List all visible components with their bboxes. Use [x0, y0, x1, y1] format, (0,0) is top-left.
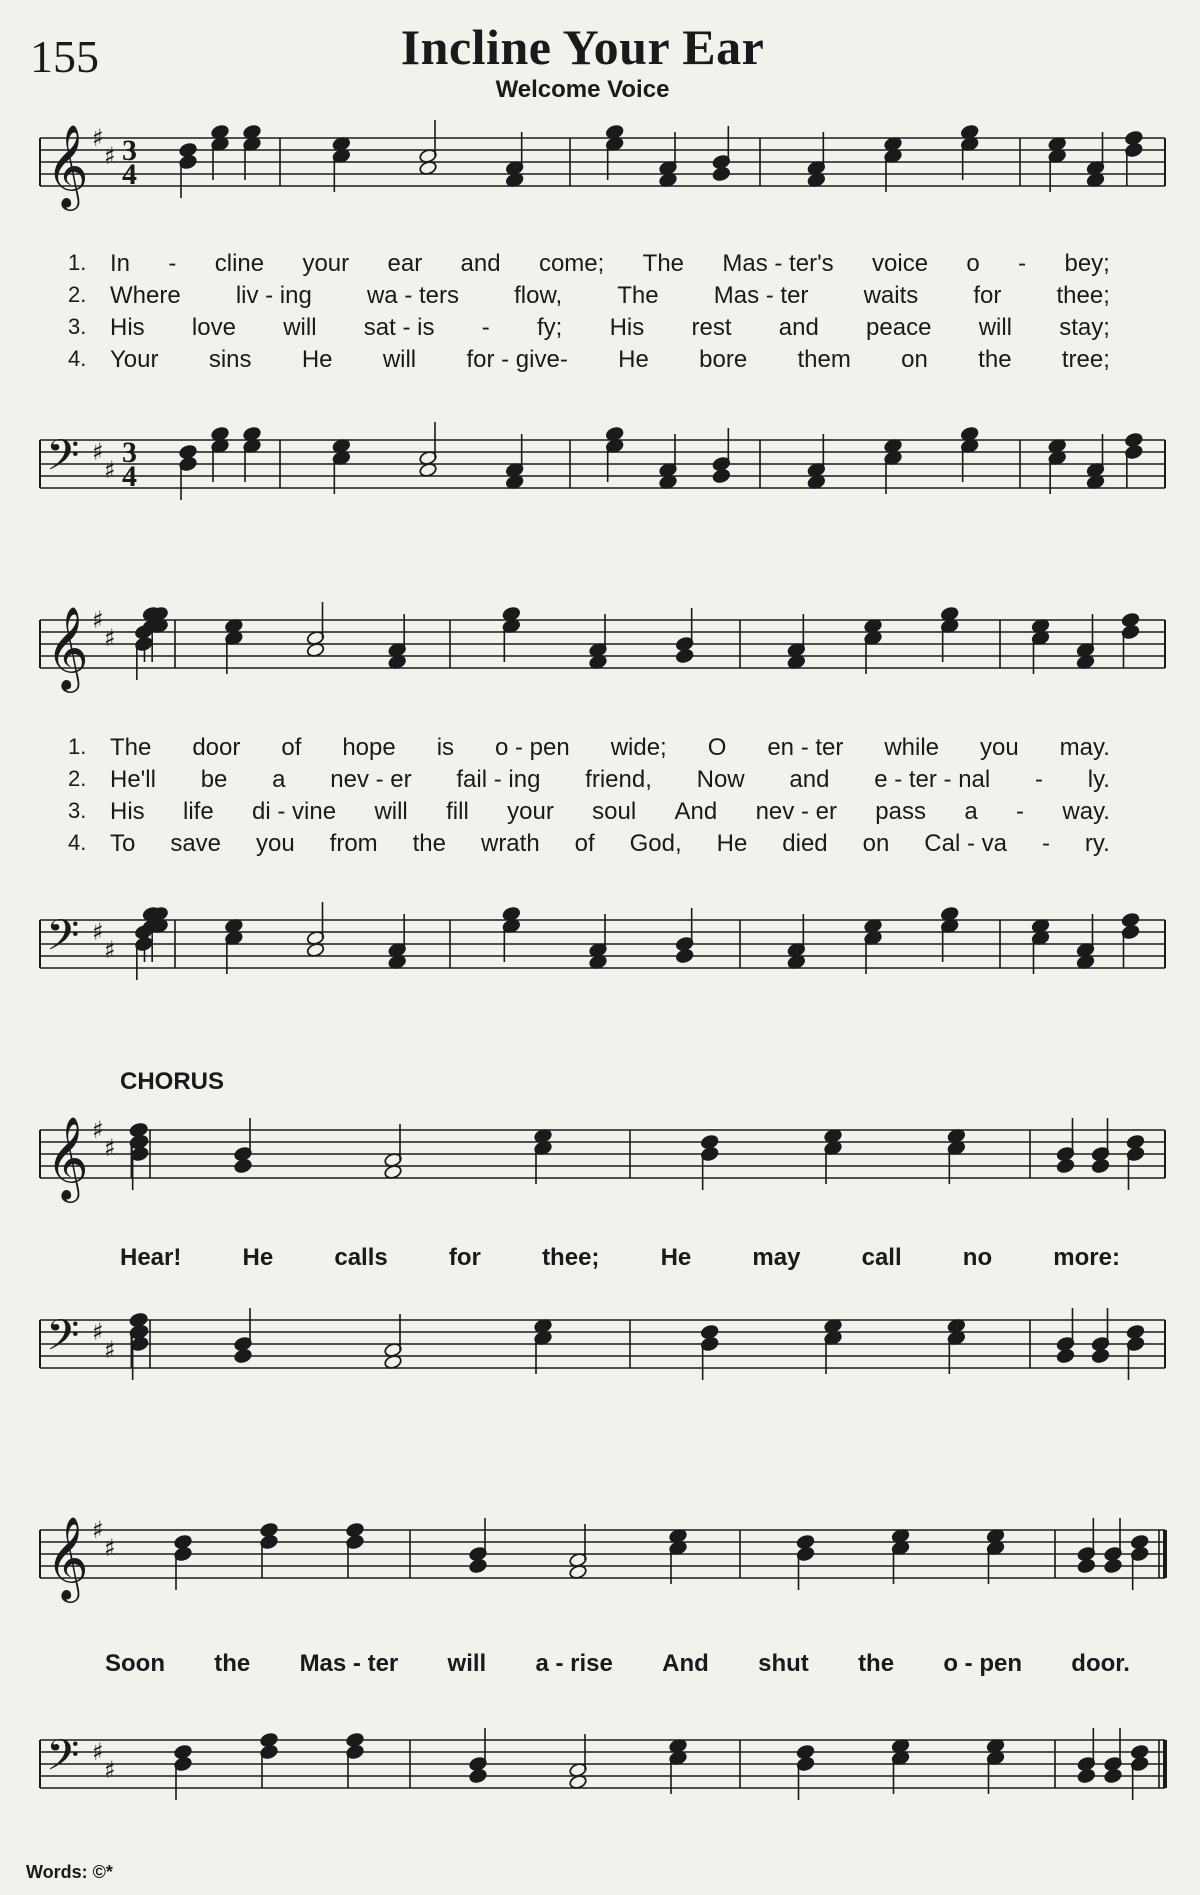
sharp-icon: ♯	[92, 918, 104, 946]
part2-verse-2	[0, 766, 1200, 796]
notehead	[234, 1158, 253, 1174]
chorus-syllable: a - rise	[535, 1650, 613, 1677]
chorus-syllable: will	[447, 1650, 487, 1677]
system1-bass-staff	[0, 420, 1200, 530]
time-signature-bottom: 4	[122, 158, 137, 191]
system2-treble-staff	[0, 600, 1200, 710]
system3-bass-staff	[0, 1300, 1200, 1410]
lyric-syllable: friend,	[585, 766, 652, 793]
verse-number: 4.	[68, 346, 87, 371]
lyric-syllable: o - pen	[495, 734, 570, 761]
notehead	[1104, 1558, 1123, 1574]
lyric-syllable: wide;	[610, 734, 667, 761]
sharp-icon: ♯	[104, 1134, 116, 1162]
bass-staff-graphic	[0, 900, 1200, 1010]
lyric-syllable: He	[618, 346, 649, 373]
notehead	[1056, 1158, 1075, 1174]
sharp-icon: ♯	[104, 1336, 116, 1364]
lyric-syllable: a	[272, 766, 286, 793]
part1-verse-4	[0, 346, 1200, 376]
notehead	[1091, 1348, 1110, 1364]
chorus-syllable: shut	[758, 1650, 809, 1677]
chorus-syllable: thee;	[542, 1244, 600, 1271]
lyric-syllable: door	[192, 734, 241, 761]
verse-number: 2.	[68, 282, 87, 307]
chorus-line-2	[105, 1650, 1130, 1682]
treble-clef-icon: 𝄞	[46, 123, 89, 207]
notehead	[675, 648, 694, 664]
lyric-syllable: waits	[863, 282, 919, 309]
notehead	[469, 1558, 488, 1574]
notehead	[1104, 1768, 1123, 1784]
lyric-syllable: them	[797, 346, 851, 373]
lyric-syllable: Now	[696, 766, 745, 793]
lyric-syllable: thee;	[1056, 282, 1110, 309]
chorus-syllable: call	[861, 1244, 902, 1271]
lyric-syllable: peace	[866, 314, 932, 341]
lyric-syllable: will	[382, 346, 417, 373]
words-credit: Words: ©*	[26, 1862, 113, 1882]
lyric-syllable: O	[707, 734, 727, 761]
bass-clef-icon: 𝄢	[46, 1311, 80, 1371]
sharp-icon: ♯	[104, 936, 116, 964]
lyric-syllable: Mas - ter's	[722, 250, 834, 277]
chorus-syllable: door.	[1071, 1650, 1130, 1677]
lyric-syllable: will	[374, 798, 408, 825]
notehead	[712, 468, 731, 484]
lyric-syllable: stay;	[1059, 314, 1110, 341]
lyric-syllable: of	[281, 734, 302, 761]
lyric-syllable: hope	[342, 734, 396, 761]
lyric-syllable: The	[642, 250, 685, 277]
lyric-syllable: of	[574, 830, 595, 857]
lyric-syllable: voice	[872, 250, 929, 277]
lyric-syllable: bore	[699, 346, 748, 373]
lyric-syllable: your	[302, 250, 350, 277]
verse-text	[110, 314, 1110, 342]
chorus-syllable: He	[242, 1244, 274, 1271]
lyric-syllable: way.	[1062, 798, 1110, 825]
lyric-syllable: and	[460, 250, 501, 277]
part1-verse-2	[0, 282, 1200, 312]
lyric-syllable: God,	[629, 830, 682, 857]
chorus-syllable: more:	[1053, 1244, 1120, 1271]
sharp-icon: ♯	[92, 1516, 104, 1544]
lyric-syllable: your	[507, 798, 554, 825]
sharp-icon: ♯	[92, 1738, 104, 1766]
bass-clef-icon: 𝄢	[46, 431, 80, 491]
lyric-syllable: soul	[592, 798, 637, 825]
lyric-syllable: wa - ters	[366, 282, 459, 309]
lyric-syllable: on	[862, 830, 890, 857]
lyric-syllable: the	[978, 346, 1012, 373]
lyric-syllable: -	[481, 314, 490, 341]
lyric-syllable: for	[973, 282, 1002, 309]
part2-verse-3	[0, 798, 1200, 828]
lyric-syllable: from	[329, 830, 378, 857]
notehead	[234, 1348, 253, 1364]
chorus-syllable: the	[214, 1650, 251, 1677]
notehead	[1077, 1768, 1096, 1784]
bass-clef-icon: 𝄢	[46, 911, 80, 971]
lyric-syllable: be	[200, 766, 228, 793]
chorus-syllable: Mas - ter	[299, 1650, 399, 1677]
system2-bass-staff	[0, 900, 1200, 1010]
notehead	[1091, 1158, 1110, 1174]
chorus-syllable: may	[752, 1244, 801, 1271]
system3-treble-staff	[0, 1110, 1200, 1220]
lyric-syllable: His	[110, 314, 145, 341]
lyric-syllable: you	[980, 734, 1019, 761]
treble-clef-icon: 𝄞	[46, 1515, 89, 1599]
chorus-syllable: o - pen	[943, 1650, 1022, 1677]
lyric-syllable: cline	[214, 250, 265, 277]
lyric-syllable: will	[978, 314, 1013, 341]
chorus-syllable: calls	[334, 1244, 388, 1271]
system4-bass-staff	[0, 1720, 1200, 1830]
lyric-syllable: fy;	[536, 314, 563, 341]
verse-text	[110, 766, 1110, 794]
lyric-syllable: while	[884, 734, 940, 761]
lyric-syllable: rest	[691, 314, 732, 341]
bass-staff-graphic	[0, 1720, 1200, 1830]
sharp-icon: ♯	[104, 1534, 116, 1562]
tune-name: Welcome Voice	[495, 76, 670, 103]
lyric-syllable: -	[1041, 830, 1050, 857]
lyric-syllable: tree;	[1061, 346, 1110, 373]
system1-treble-staff	[0, 118, 1200, 228]
notehead	[469, 1768, 488, 1784]
lyric-syllable: for - give-	[466, 346, 568, 373]
chorus-syllable: the	[858, 1650, 895, 1677]
lyric-syllable: save	[170, 830, 222, 857]
sharp-icon: ♯	[92, 438, 104, 466]
lyric-syllable: nev - er	[330, 766, 412, 793]
lyric-syllable: and	[778, 314, 819, 341]
bass-clef-icon: 𝄢	[46, 1731, 80, 1791]
verse-text	[110, 734, 1110, 762]
lyric-syllable: Your	[110, 346, 159, 373]
time-signature-top: 3	[122, 134, 137, 167]
lyric-syllable: life	[183, 798, 214, 825]
verse-text	[110, 346, 1110, 374]
chorus-syllable: no	[962, 1244, 993, 1271]
sharp-icon: ♯	[92, 1116, 104, 1144]
hymn-number: 155	[30, 31, 99, 82]
lyric-syllable: a	[964, 798, 978, 825]
notehead	[1077, 1558, 1096, 1574]
lyric-syllable: you	[256, 830, 295, 857]
treble-staff-graphic	[0, 1510, 1200, 1620]
lyric-syllable: fill	[446, 798, 469, 825]
chorus-label: CHORUS	[120, 1068, 225, 1095]
part2-verse-1	[0, 734, 1200, 764]
treble-clef-icon: 𝄞	[46, 1115, 89, 1199]
notehead	[712, 166, 731, 182]
lyric-syllable: To	[110, 830, 136, 857]
treble-staff-graphic	[0, 1110, 1200, 1220]
verse-number: 3.	[68, 314, 87, 339]
lyric-syllable: the	[412, 830, 447, 857]
sharp-icon: ♯	[92, 606, 104, 634]
verse-number: 2.	[68, 766, 87, 791]
verse-number: 3.	[68, 798, 87, 823]
lyric-syllable: He	[716, 830, 748, 857]
hymn-title: Incline Your Ear	[400, 19, 765, 75]
lyric-syllable: His	[110, 798, 145, 825]
verse-text	[110, 798, 1110, 826]
verse-number: 4.	[68, 830, 87, 855]
lyric-syllable: Where	[110, 282, 181, 309]
time-signature-top: 3	[122, 436, 137, 469]
verse-text	[110, 250, 1110, 278]
verse-number: 1.	[68, 734, 87, 759]
lyric-syllable: His	[609, 314, 645, 341]
lyric-syllable: ry.	[1084, 830, 1110, 857]
sharp-icon: ♯	[104, 456, 116, 484]
lyric-syllable: In	[110, 250, 131, 277]
lyric-syllable: may.	[1059, 734, 1110, 761]
treble-staff-graphic	[0, 118, 1200, 228]
chorus-syllable: Soon	[105, 1650, 165, 1677]
part1-verse-1	[0, 250, 1200, 280]
sharp-icon: ♯	[104, 142, 116, 170]
verse-text	[110, 282, 1110, 310]
sharp-icon: ♯	[92, 1318, 104, 1346]
lyric-syllable: di - vine	[252, 798, 337, 825]
lyric-syllable: -	[1018, 250, 1027, 277]
lyric-syllable: died	[782, 830, 828, 857]
lyric-syllable: -	[1016, 798, 1025, 825]
part1-verse-3	[0, 314, 1200, 344]
sharp-icon: ♯	[92, 124, 104, 152]
lyric-syllable: o	[966, 250, 980, 277]
lyric-syllable: fail - ing	[456, 766, 541, 793]
treble-staff-graphic	[0, 600, 1200, 710]
chorus-syllable: And	[662, 1650, 709, 1677]
part2-verse-4	[0, 830, 1200, 860]
lyric-syllable: nev - er	[755, 798, 837, 825]
lyric-syllable: sat - is	[363, 314, 435, 341]
verse-text	[110, 830, 1110, 858]
lyric-syllable: Mas - ter	[713, 282, 809, 309]
lyric-syllable: en - ter	[767, 734, 844, 761]
chorus-syllable: He	[660, 1244, 692, 1271]
bass-staff-graphic	[0, 420, 1200, 530]
lyric-syllable: -	[1034, 766, 1043, 793]
system4-treble-staff	[0, 1510, 1200, 1620]
lyric-syllable: The	[110, 734, 152, 761]
time-signature-bottom: 4	[122, 460, 137, 493]
lyric-syllable: will	[283, 314, 317, 341]
lyric-syllable: wrath	[480, 830, 540, 857]
notehead	[675, 948, 694, 964]
lyric-syllable: and	[789, 766, 830, 793]
chorus-syllable: for	[448, 1244, 481, 1271]
lyric-syllable: flow,	[514, 282, 563, 309]
lyric-syllable: The	[617, 282, 659, 309]
bass-staff-graphic	[0, 1300, 1200, 1410]
lyric-syllable: is	[436, 734, 455, 761]
chorus-line-1	[120, 1244, 1120, 1276]
lyric-syllable: sins	[208, 346, 252, 373]
lyric-syllable: -	[168, 250, 177, 277]
lyric-syllable: He'll	[110, 766, 156, 793]
lyric-syllable: He	[301, 346, 333, 373]
lyric-syllable: e - ter - nal	[874, 766, 991, 793]
verse-number: 1.	[68, 250, 87, 275]
lyric-syllable: bey;	[1064, 250, 1110, 277]
notehead	[1056, 1348, 1075, 1364]
lyric-syllable: love	[191, 314, 236, 341]
lyric-syllable: And	[674, 798, 718, 825]
lyric-syllable: liv - ing	[235, 282, 312, 309]
chorus-syllable: Hear!	[120, 1244, 182, 1271]
lyric-syllable: Cal - va	[924, 830, 1007, 857]
lyric-syllable: on	[901, 346, 928, 373]
sharp-icon: ♯	[104, 1756, 116, 1784]
treble-clef-icon: 𝄞	[46, 605, 89, 689]
lyric-syllable: ly.	[1087, 766, 1110, 793]
lyric-syllable: pass	[875, 798, 926, 825]
lyric-syllable: ear	[387, 250, 423, 277]
sharp-icon: ♯	[104, 624, 116, 652]
lyric-syllable: come;	[538, 250, 605, 277]
